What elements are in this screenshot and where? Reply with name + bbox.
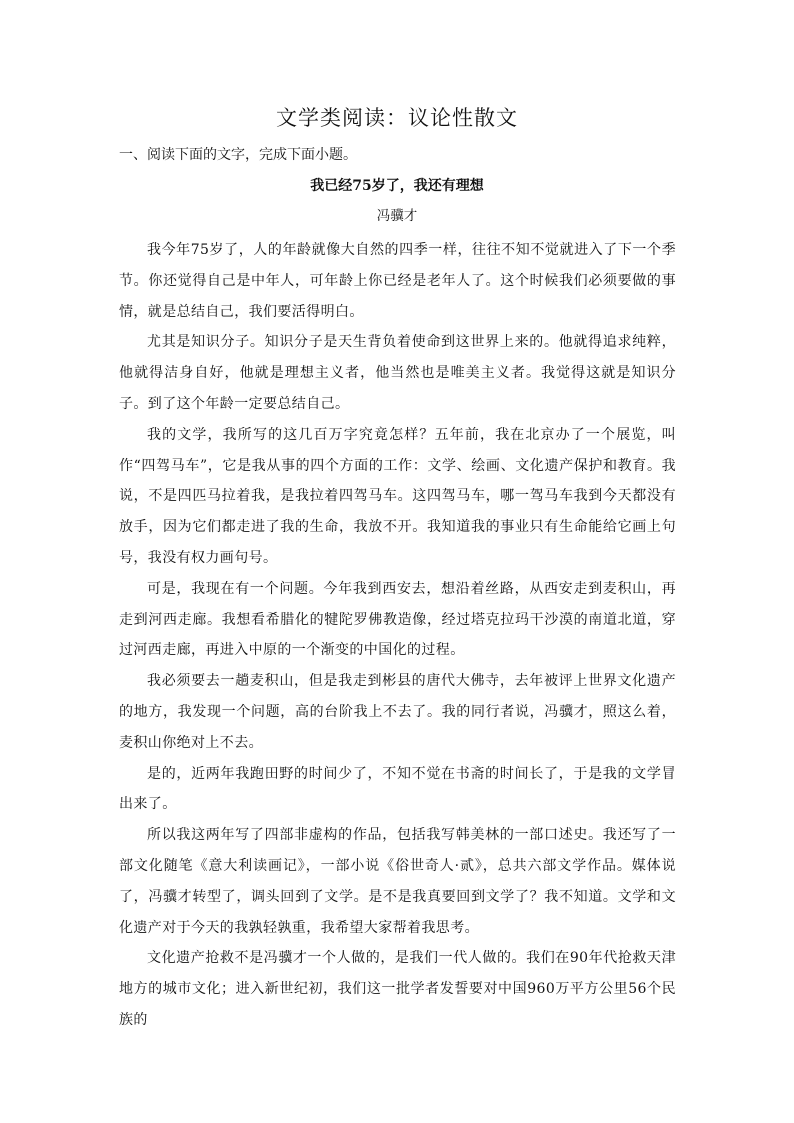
author-name: 冯骥才: [376, 208, 418, 224]
paragraph: 是的，近两年我跑田野的时间少了，不知不觉在书斋的时间长了，于是我的文学冒出来了。: [119, 765, 676, 813]
paragraph: 我的文学，我所写的这几百万字究竟怎样？五年前，我在北京办了一个展览，叫作“四驾马车”，它是我从事的四个方面的工作：文学、绘画、文化遗产保护和教育。我说，不是四匹马拉着我，是我拉着四驾马车。这四驾马车，哪一驾马车我到今天都没有放手，因为它们都走进了我的生命，我放不开。我知道我的事业只有生命能给它画上句号，我没有权力画句号。: [119, 426, 676, 566]
article-title: 我已经75岁了，我还有理想: [310, 178, 484, 194]
paragraph: 所以我这两年写了四部非虚构的作品，包括我写韩美林的一部口述史。我还写了一部文化随笔《意大利读画记》，一部小说《俗世奇人·贰》，总共六部文学作品。媒体说了，冯骥才转型了，调头回到了文学。是不是我真要回到文学了？我不知道。文学和文化遗产对于今天的我孰轻孰重，我希望大家帮着我思考。: [119, 827, 676, 936]
instruction-text: 一、阅读下面的文字，完成下面小题。: [119, 147, 357, 163]
paragraph: 文化遗产抢救不是冯骥才一个人做的，是我们一代人做的。我们在90年代抢救天津地方的城市文化；进入新世纪初，我们这一批学者发誓要对中国960万平方公里56个民族的: [119, 950, 676, 1028]
article-body: [119, 235, 676, 1036]
page-title: 文学类阅读：议论性散文: [276, 106, 518, 130]
paragraph: 尤其是知识分子。知识分子是天生背负着使命到这世界上来的。他就得追求纯粹，他就得洁身自好，他就是理想主义者，他当然也是唯美主义者。我觉得这就是知识分子。到了这个年龄一定要总结自己。: [119, 334, 676, 412]
paragraph: 可是，我现在有一个问题。今年我到西安去，想沿着丝路，从西安走到麦积山，再走到河西走廊。我想看希腊化的犍陀罗佛教造像，经过塔克拉玛干沙漠的南道北道，穿过河西走廊，再进入中原的一个渐变的中国化的过程。: [119, 580, 676, 659]
paragraph: 我今年75岁了，人的年龄就像大自然的四季一样，往往不知不觉就进入了下一个季节。你还觉得自己是中年人，可年龄上你已经是老年人了。这个时候我们必须要做的事情，就是总结自己，我们要活得明白。: [119, 242, 676, 320]
paragraph: 我必须要去一趟麦积山，但是我走到彬县的唐代大佛寺，去年被评上世界文化遗产的地方，我发现一个问题，高的台阶我上不去了。我的同行者说，冯骥才，照这么着，麦积山你绝对上不去。: [119, 673, 676, 751]
